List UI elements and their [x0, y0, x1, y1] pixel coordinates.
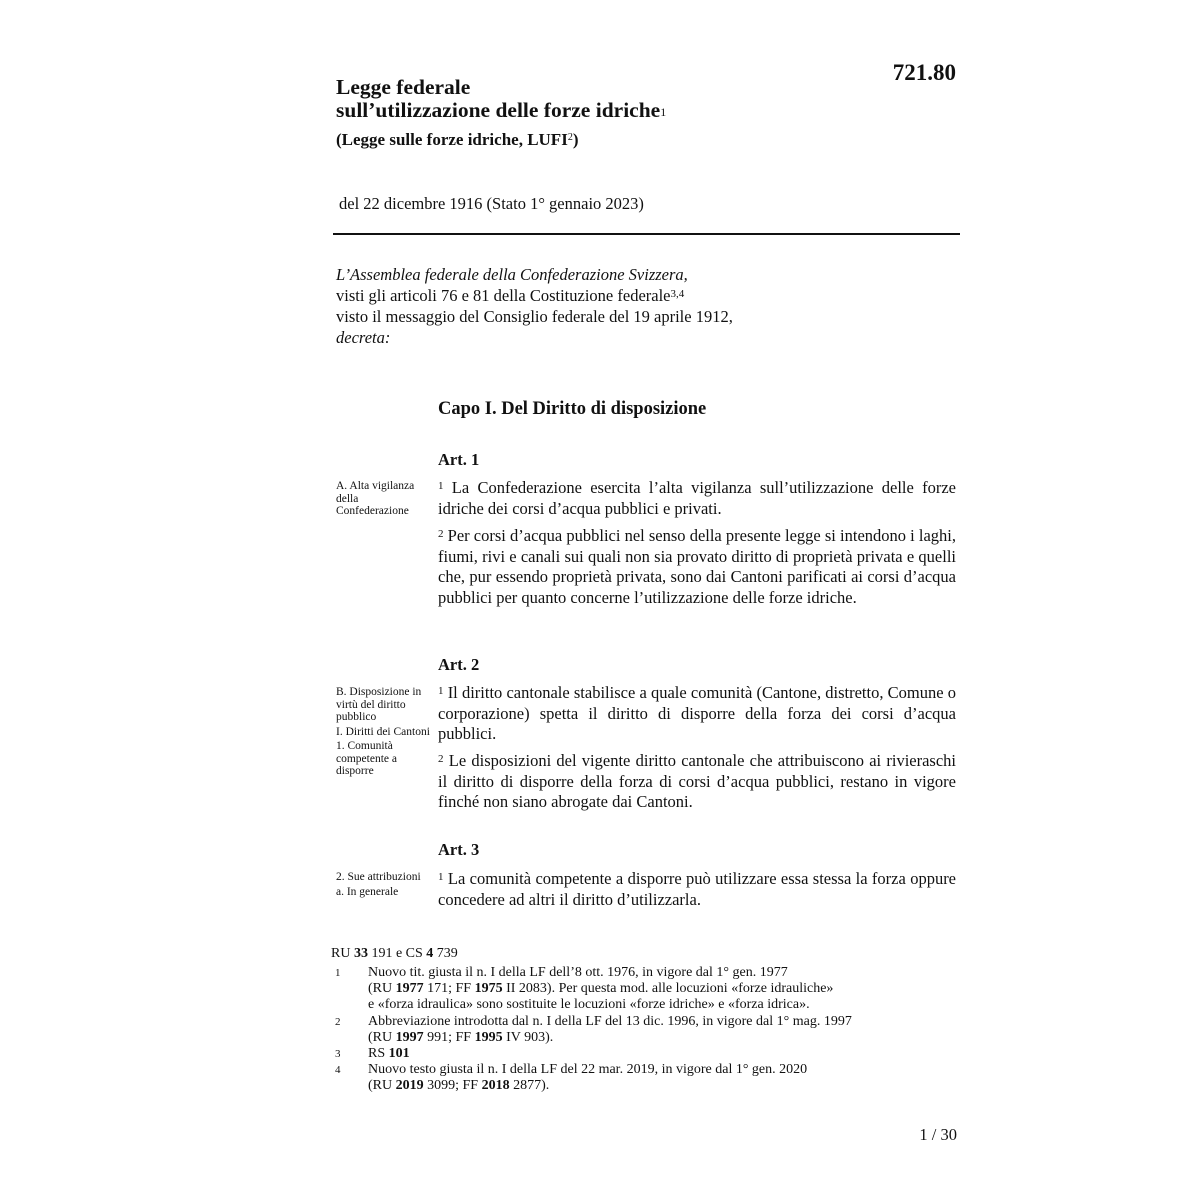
footnote-number: 1	[335, 967, 341, 979]
preamble-decree: decreta:	[336, 328, 391, 347]
footnote-segment: 171; FF	[423, 981, 475, 997]
article-title: Art. 3	[438, 840, 480, 859]
title-line-2	[336, 99, 666, 122]
title-divider	[333, 233, 960, 235]
paragraph	[438, 683, 956, 745]
margin-note-line: 1. Comunità competente a disporre	[336, 740, 397, 777]
margin-note-line: a. In generale	[336, 885, 399, 898]
footnote-segment: IV 903).	[502, 1029, 554, 1045]
footnote-ref-3-4[interactable]: 3,4	[670, 288, 685, 300]
paragraph-text: Per corsi d’acqua pubblici nel senso della presente legge si intendono i laghi, fiumi, rivi e canali sui quali non sia provato diritto di proprietà privata e quelli che, pur essendo proprietà privata, sono dai Cantoni parificati ai corsi d’acqua pubblici per quanto concerne l’utilizzazione delle forze idriche.	[438, 526, 957, 607]
title-line-1: Legge federale	[336, 75, 471, 99]
footnote	[331, 1014, 928, 1046]
footnote-ref-1[interactable]: 1	[660, 105, 667, 119]
preamble-line-2: visto il messaggio del Consiglio federale del 19 aprile 1912,	[336, 307, 733, 326]
margin-note-line: A. Alta vigilanza della Confederazione	[336, 480, 415, 517]
paragraph-number: 1	[438, 871, 444, 883]
margin-note	[336, 686, 431, 780]
paragraph-number: 2	[438, 753, 444, 765]
document-subtitle	[336, 130, 578, 150]
paragraph	[438, 526, 956, 608]
footnote-ref-2[interactable]: 2	[567, 132, 573, 143]
footnote-segment: 2877).	[509, 1078, 550, 1094]
paragraph	[438, 751, 956, 813]
title-line-2-text: sull’utilizzazione delle forze idriche	[336, 98, 661, 122]
paragraph-text: Le disposizioni del vigente diritto cantonale che attribuiscono ai rivieraschi il diritto di disporre della forza di corsi d’acqua pubblici, restano in vigore finché non siano abrogate dai Cantoni.	[438, 751, 956, 811]
paragraph	[438, 869, 956, 910]
footnote-number: 2	[335, 1015, 341, 1028]
paragraph-text: Il diritto cantonale stabilisce a quale comunità (Cantone, distretto, Comune o corporazione) spetta il diritto di disporre della forza dei corsi d’acqua pubblici.	[438, 683, 956, 743]
margin-note	[336, 871, 431, 900]
preamble	[336, 264, 733, 348]
footnote-line	[368, 1078, 928, 1094]
footnote-line	[368, 1014, 928, 1030]
footnote-segment: 2019	[395, 1078, 424, 1094]
footnote	[331, 965, 928, 1014]
document-date: del 22 dicembre 1916 (Stato 1° gennaio 2023)	[339, 194, 644, 213]
footnote-text	[368, 1014, 928, 1046]
footnote-number: 3	[335, 1048, 341, 1061]
paragraph-number: 2	[438, 528, 444, 540]
footnote-segment: 3099; FF	[423, 1078, 482, 1094]
ref-part: 4	[426, 946, 434, 961]
footnote-segment: 1975	[474, 981, 503, 997]
ref-part: 191 e CS	[367, 946, 427, 961]
margin-note	[336, 480, 431, 520]
page-number: 1 / 30	[919, 1125, 957, 1144]
footnote-segment: Nuovo testo giusta il n. I della LF del 22 mar. 2019, in vigore dal 1° gen. 2020	[368, 1062, 808, 1078]
ref-part: 33	[353, 946, 368, 961]
footnote-segment: (RU	[368, 1078, 396, 1094]
footnote-segment: RS	[368, 1046, 389, 1062]
footnote-segment: 991; FF	[423, 1029, 475, 1045]
footnote-segment: 1977	[395, 981, 424, 997]
margin-note-line: 2. Sue attribuzioni	[336, 871, 421, 883]
footnote-segment: 1997	[395, 1029, 424, 1045]
paragraph-text: La Confederazione esercita l’alta vigilanza sull’utilizzazione delle forze idriche dei corsi d’acqua pubblici e privati.	[438, 478, 957, 518]
footnote-segment: Abbreviazione introdotta dal n. I della LF del 13 dic. 1996, in vigore dal 1° mag. 1997	[368, 1013, 852, 1029]
footnote-segment: Nuovo tit. giusta il n. I della LF dell’8 ott. 1976, in vigore dal 1° gen. 1977	[368, 965, 788, 980]
article-title: Art. 1	[438, 450, 480, 469]
footnote-line	[368, 1062, 928, 1078]
footnote-segment: 1995	[474, 1029, 503, 1045]
footnote-segment: (RU	[368, 1029, 396, 1045]
margin-note-line: I. Diritti dei Cantoni	[336, 725, 430, 738]
chapter-title: Capo I. Del Diritto di disposizione	[438, 399, 707, 419]
footnote-text	[368, 1062, 928, 1094]
footnote-segment: 101	[388, 1046, 410, 1062]
preamble-line-1-text: visti gli articoli 76 e 81 della Costituzione federale	[336, 286, 671, 305]
margin-note-line: B. Disposizione in virtù del diritto pubblico	[336, 686, 422, 723]
paragraph-text: La comunità competente a disporre può utilizzare essa stessa la forza oppure concedere ad altri il diritto d’utilizzarla.	[438, 869, 957, 909]
source-reference	[331, 946, 458, 962]
preamble-line-1	[336, 285, 733, 306]
footnote-segment: e «forza idraulica» sono sostituite le locuzioni «forze idriche» e «forza idrica».	[368, 997, 810, 1013]
article-title: Art. 2	[438, 655, 480, 674]
footnote-line	[368, 981, 928, 997]
footnote-segment: II 2083). Per questa mod. alle locuzioni «forze idrauliche»	[502, 981, 834, 997]
ref-part: RU	[331, 946, 354, 961]
preamble-assembly: L’Assemblea federale della Confederazione Svizzera,	[336, 265, 688, 284]
footnote-line	[368, 997, 928, 1013]
footnote-number: 4	[335, 1064, 341, 1077]
footnotes	[331, 965, 928, 1095]
subtitle-end: )	[572, 130, 579, 149]
subtitle-text: (Legge sulle forze idriche, LUFI	[336, 130, 568, 149]
footnote-text	[368, 965, 928, 1014]
paragraph-number: 1	[438, 685, 444, 697]
footnote-segment: (RU	[368, 981, 396, 997]
paragraph-number: 1	[438, 480, 444, 492]
footnote	[331, 1046, 928, 1062]
paragraph	[438, 478, 956, 519]
law-number: 721.80	[892, 60, 956, 85]
footnote-text	[368, 1046, 928, 1062]
ref-part: 739	[433, 946, 458, 961]
document-title	[336, 76, 666, 122]
footnote-line	[368, 1046, 928, 1062]
footnote-line	[368, 965, 928, 981]
footnote	[331, 1062, 928, 1094]
footnote-segment: 2018	[481, 1078, 510, 1094]
footnote-line	[368, 1030, 928, 1046]
